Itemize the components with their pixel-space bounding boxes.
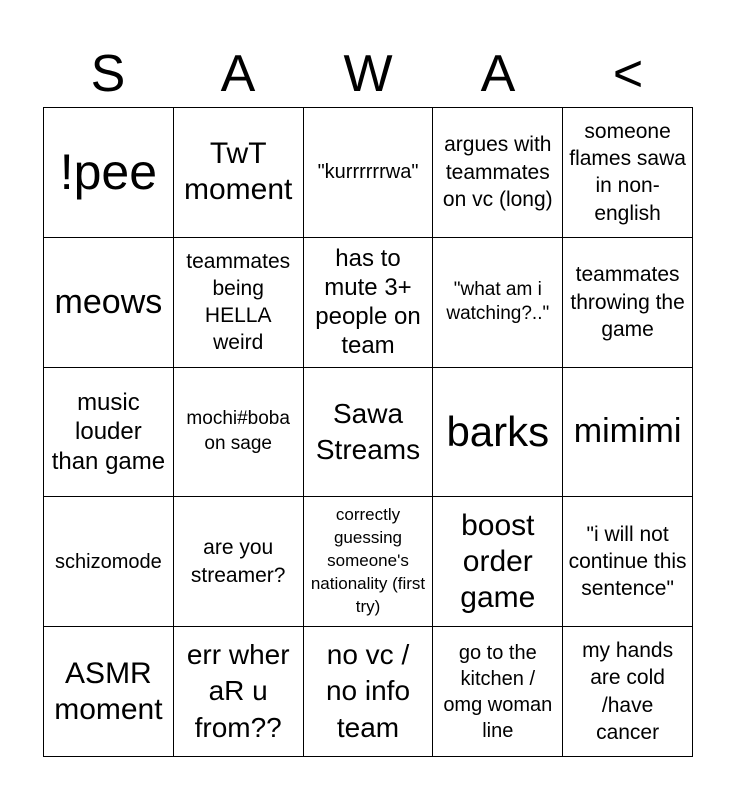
cell-text: are you streamer? <box>190 536 286 587</box>
cell-text: teammates being HELLA weird <box>186 249 291 355</box>
bingo-cell[interactable] <box>304 108 434 238</box>
cell-text: "kurrrrrrwa" <box>317 161 419 184</box>
bingo-cell[interactable] <box>304 497 434 627</box>
cell-text: !pee <box>59 143 158 200</box>
cell-text: argues with teammates on vc (long) <box>442 133 553 212</box>
cell-text: no vc / no info team <box>325 639 411 743</box>
bingo-cell[interactable] <box>563 497 693 627</box>
bingo-cell[interactable] <box>433 108 563 238</box>
cell-text: mochi#boba on sage <box>186 408 290 454</box>
cell-text: someone flames sawa in non-english <box>569 119 686 225</box>
header-letter-a2: A <box>480 45 516 103</box>
header-letter-s: S <box>90 45 126 103</box>
bingo-cell[interactable] <box>563 108 693 238</box>
bingo-cell[interactable] <box>563 627 693 757</box>
cell-text: my hands are cold /have cancer <box>582 639 674 744</box>
bingo-cell[interactable] <box>174 238 304 368</box>
bingo-cell[interactable] <box>44 108 174 238</box>
header-letter-lt: < <box>612 45 644 103</box>
bingo-cell[interactable] <box>44 497 174 627</box>
bingo-cell[interactable] <box>433 238 563 368</box>
bingo-cell[interactable] <box>304 627 434 757</box>
cell-text: ASMR moment <box>54 656 163 726</box>
bingo-header <box>43 42 693 106</box>
bingo-cell[interactable] <box>304 238 434 368</box>
cell-text: meows <box>54 282 163 321</box>
cell-text: err wher aR u from?? <box>186 639 290 743</box>
cell-text: go to the kitchen / omg woman line <box>443 641 553 742</box>
bingo-cell[interactable] <box>304 368 434 498</box>
bingo-board <box>43 107 693 757</box>
bingo-cell[interactable] <box>563 368 693 498</box>
cell-text: has to mute 3+ people on team <box>315 244 421 360</box>
cell-text: boost order game <box>460 508 536 614</box>
bingo-cell[interactable] <box>44 238 174 368</box>
cell-text: mimimi <box>573 412 682 451</box>
bingo-cell[interactable] <box>174 368 304 498</box>
cell-text: teammates throwing the game <box>570 263 685 341</box>
bingo-cell[interactable] <box>44 368 174 498</box>
bingo-cell[interactable] <box>433 627 563 757</box>
cell-text: schizomode <box>55 550 162 573</box>
bingo-cell[interactable] <box>563 238 693 368</box>
bingo-cell[interactable] <box>174 108 304 238</box>
cell-text: "what am i watching?.." <box>446 278 550 325</box>
header-letter-w: W <box>343 45 393 103</box>
bingo-cell[interactable] <box>433 497 563 627</box>
bingo-cell[interactable] <box>174 627 304 757</box>
header-letter-a1: A <box>220 45 256 103</box>
bingo-cell[interactable] <box>44 627 174 757</box>
bingo-cell[interactable] <box>174 497 304 627</box>
cell-text: "i will not continue this sentence" <box>568 522 687 601</box>
cell-text: Sawa Streams <box>315 397 421 465</box>
cell-text: TwT moment <box>184 137 293 207</box>
cell-text: barks <box>446 407 550 455</box>
bingo-cell[interactable] <box>433 368 563 498</box>
cell-text: correctly guessing someone's nationality (first try) <box>310 505 426 617</box>
cell-text: music louder than game <box>51 389 166 475</box>
